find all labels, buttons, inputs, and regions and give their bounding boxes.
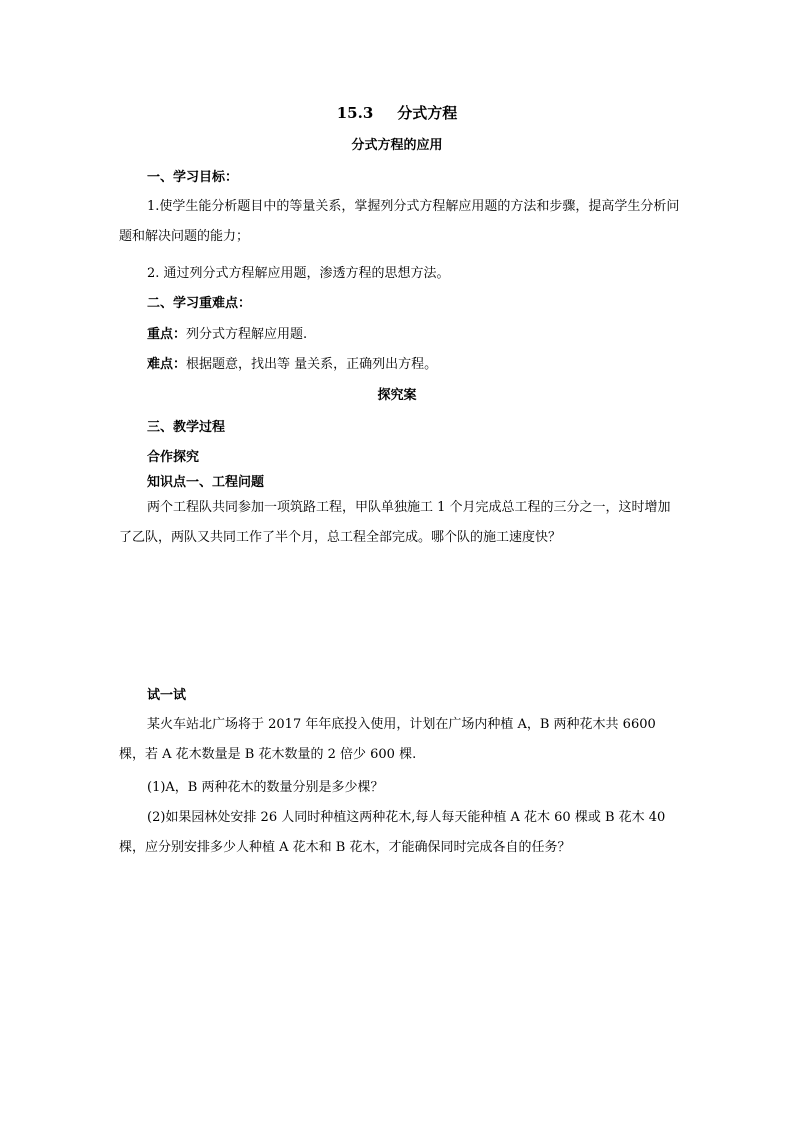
section-number: 15.3 <box>336 104 374 122</box>
cooperative-explore-heading: 合作探究 <box>147 450 200 465</box>
key-point-text: 列分式方程解应用题. <box>186 327 308 342</box>
difficult-point-text: 根据题意，找出等 量关系，正确列出方程。 <box>186 357 438 372</box>
key-point-line <box>147 323 307 342</box>
goal-2-text: 2. 通过列分式方程解应用题，渗透方程的思想方法。 <box>147 266 450 281</box>
explore-heading: 探究案 <box>377 388 417 403</box>
page-title <box>0 102 794 123</box>
teaching-process-heading: 三、教学过程 <box>147 420 226 435</box>
try-it-heading: 试一试 <box>147 688 187 703</box>
engineering-problem-text: 两个工程队共同参加一项筑路工程，甲队单独施工 1 个月完成总工程的三分之一，这时增加了乙队，两队又共同工作了半个月，总工程全部完成。哪个队的施工速度快？ <box>119 500 671 545</box>
goal-1-text: 1.使学生能分析题目中的等量关系，掌握列分式方程解应用题的方法和步骤，提高学生分析问题和解决问题的能力； <box>119 199 680 244</box>
key-point-label: 重点： <box>147 327 187 342</box>
question-2-text: (2)如果园林处安排 26 人同时种植这两种花木,每人每天能种植 A 花木 60 棵或 B 花木 40 棵，应分别安排多少人种植 A 花木和 B 花木，才能确保同时完成各自的任务？ <box>119 810 666 855</box>
flower-problem-text: 某火车站北广场将于 2017 年年底投入使用，计划在广场内种植 A，B 两种花木共 6600 棵，若 A 花木数量是 B 花木数量的 2 倍少 600 棵. <box>119 717 656 762</box>
difficult-point-label: 难点： <box>147 357 187 372</box>
learning-goals-heading: 一、学习目标： <box>147 170 239 185</box>
difficult-point-line <box>147 353 437 372</box>
key-difficult-heading: 二、学习重难点： <box>147 296 252 311</box>
knowledge-point-1-heading: 知识点一、工程问题 <box>147 475 265 490</box>
page-subtitle: 分式方程的应用 <box>351 138 443 153</box>
question-1-text: (1)A，B 两种花木的数量分别是多少棵？ <box>147 780 384 795</box>
section-title: 分式方程 <box>397 104 458 122</box>
